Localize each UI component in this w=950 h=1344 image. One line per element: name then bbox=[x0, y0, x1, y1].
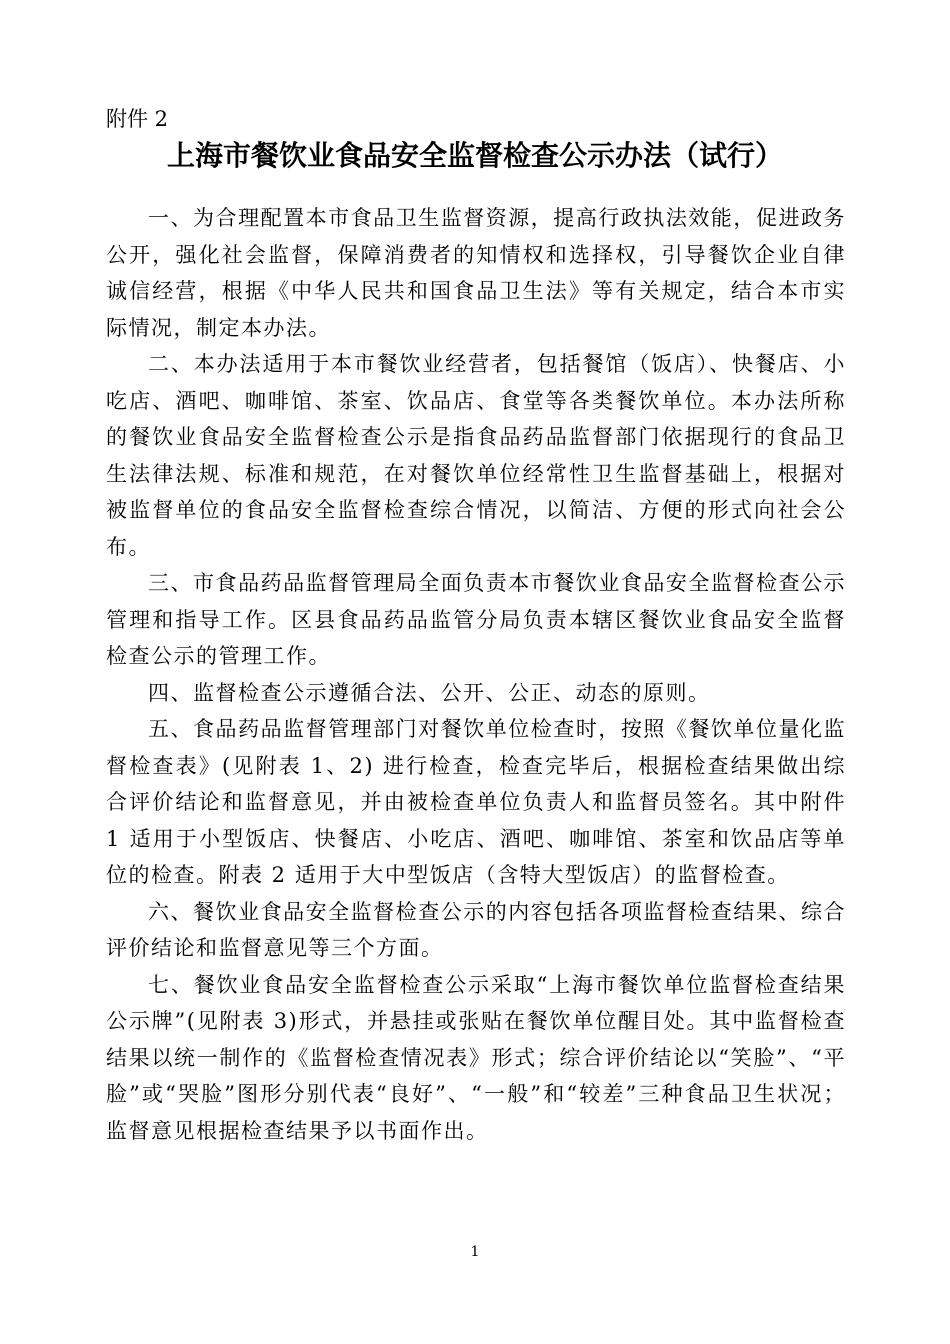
document-body bbox=[106, 200, 846, 1149]
paragraph-2: 二、本办法适用于本市餐饮业经营者，包括餐馆（饭店）、快餐店、小吃店、酒吧、咖啡馆、茶室、饮品店、食堂等各类餐饮单位。本办法所称的餐饮业食品安全监督检查公示是指食品药品监督部门依据现行的食品卫生法律法规、标准和规范，在对餐饮单位经常性卫生监督基础上，根据对被监督单位的食品安全监督检查综合情况，以简洁、方便的形式向社会公布。 bbox=[106, 352, 846, 559]
paragraph-4: 四、监督检查公示遵循合法、公开、公正、动态的原则。 bbox=[148, 680, 711, 705]
page-number: 1 bbox=[470, 1244, 480, 1260]
paragraph-7: 七、餐饮业食品安全监督检查公示采取“上海市餐饮单位监督检查结果公示牌”(见附表 3)形式，并悬挂或张贴在餐饮单位醒目处。其中监督检查结果以统一制作的《监督检查情况表》形式；综合评价结论以“笑脸”、“平脸”或“哭脸”图形分别代表“良好”、“一般”和“较差”三种食品卫生状况；监督意见根据检查结果予以书面作出。 bbox=[106, 972, 846, 1143]
paragraph-6: 六、餐饮业食品安全监督检查公示的内容包括各项监督检查结果、综合评价结论和监督意见等三个方面。 bbox=[106, 899, 846, 960]
attachment-label: 附件 2 bbox=[106, 107, 169, 131]
document-title: 上海市餐饮业食品安全监督检查公示办法（试行） bbox=[166, 139, 783, 172]
paragraph-5: 五、食品药品监督管理部门对餐饮单位检查时，按照《餐饮单位量化监督检查表》(见附表 1、2) 进行检查，检查完毕后，根据检查结果做出综合评价结论和监督意见，并由被检查单位负责人和监督员签名。其中附件 1 适用于小型饭店、快餐店、小吃店、酒吧、咖啡馆、茶室和饮品店等单位的检查。附表 2 适用于大中型饭店（含特大型饭店）的监督检查。 bbox=[106, 717, 846, 887]
paragraph-1: 一、为合理配置本市食品卫生监督资源，提高行政执法效能，促进政务公开，强化社会监督，保障消费者的知情权和选择权，引导餐饮企业自律诚信经营，根据《中华人民共和国食品卫生法》等有关规定，结合本市实际情况，制定本办法。 bbox=[106, 206, 846, 340]
paragraph-3: 三、市食品药品监督管理局全面负责本市餐饮业食品安全监督检查公示管理和指导工作。区县食品药品监管分局负责本辖区餐饮业食品安全监督检查公示的管理工作。 bbox=[106, 571, 846, 668]
